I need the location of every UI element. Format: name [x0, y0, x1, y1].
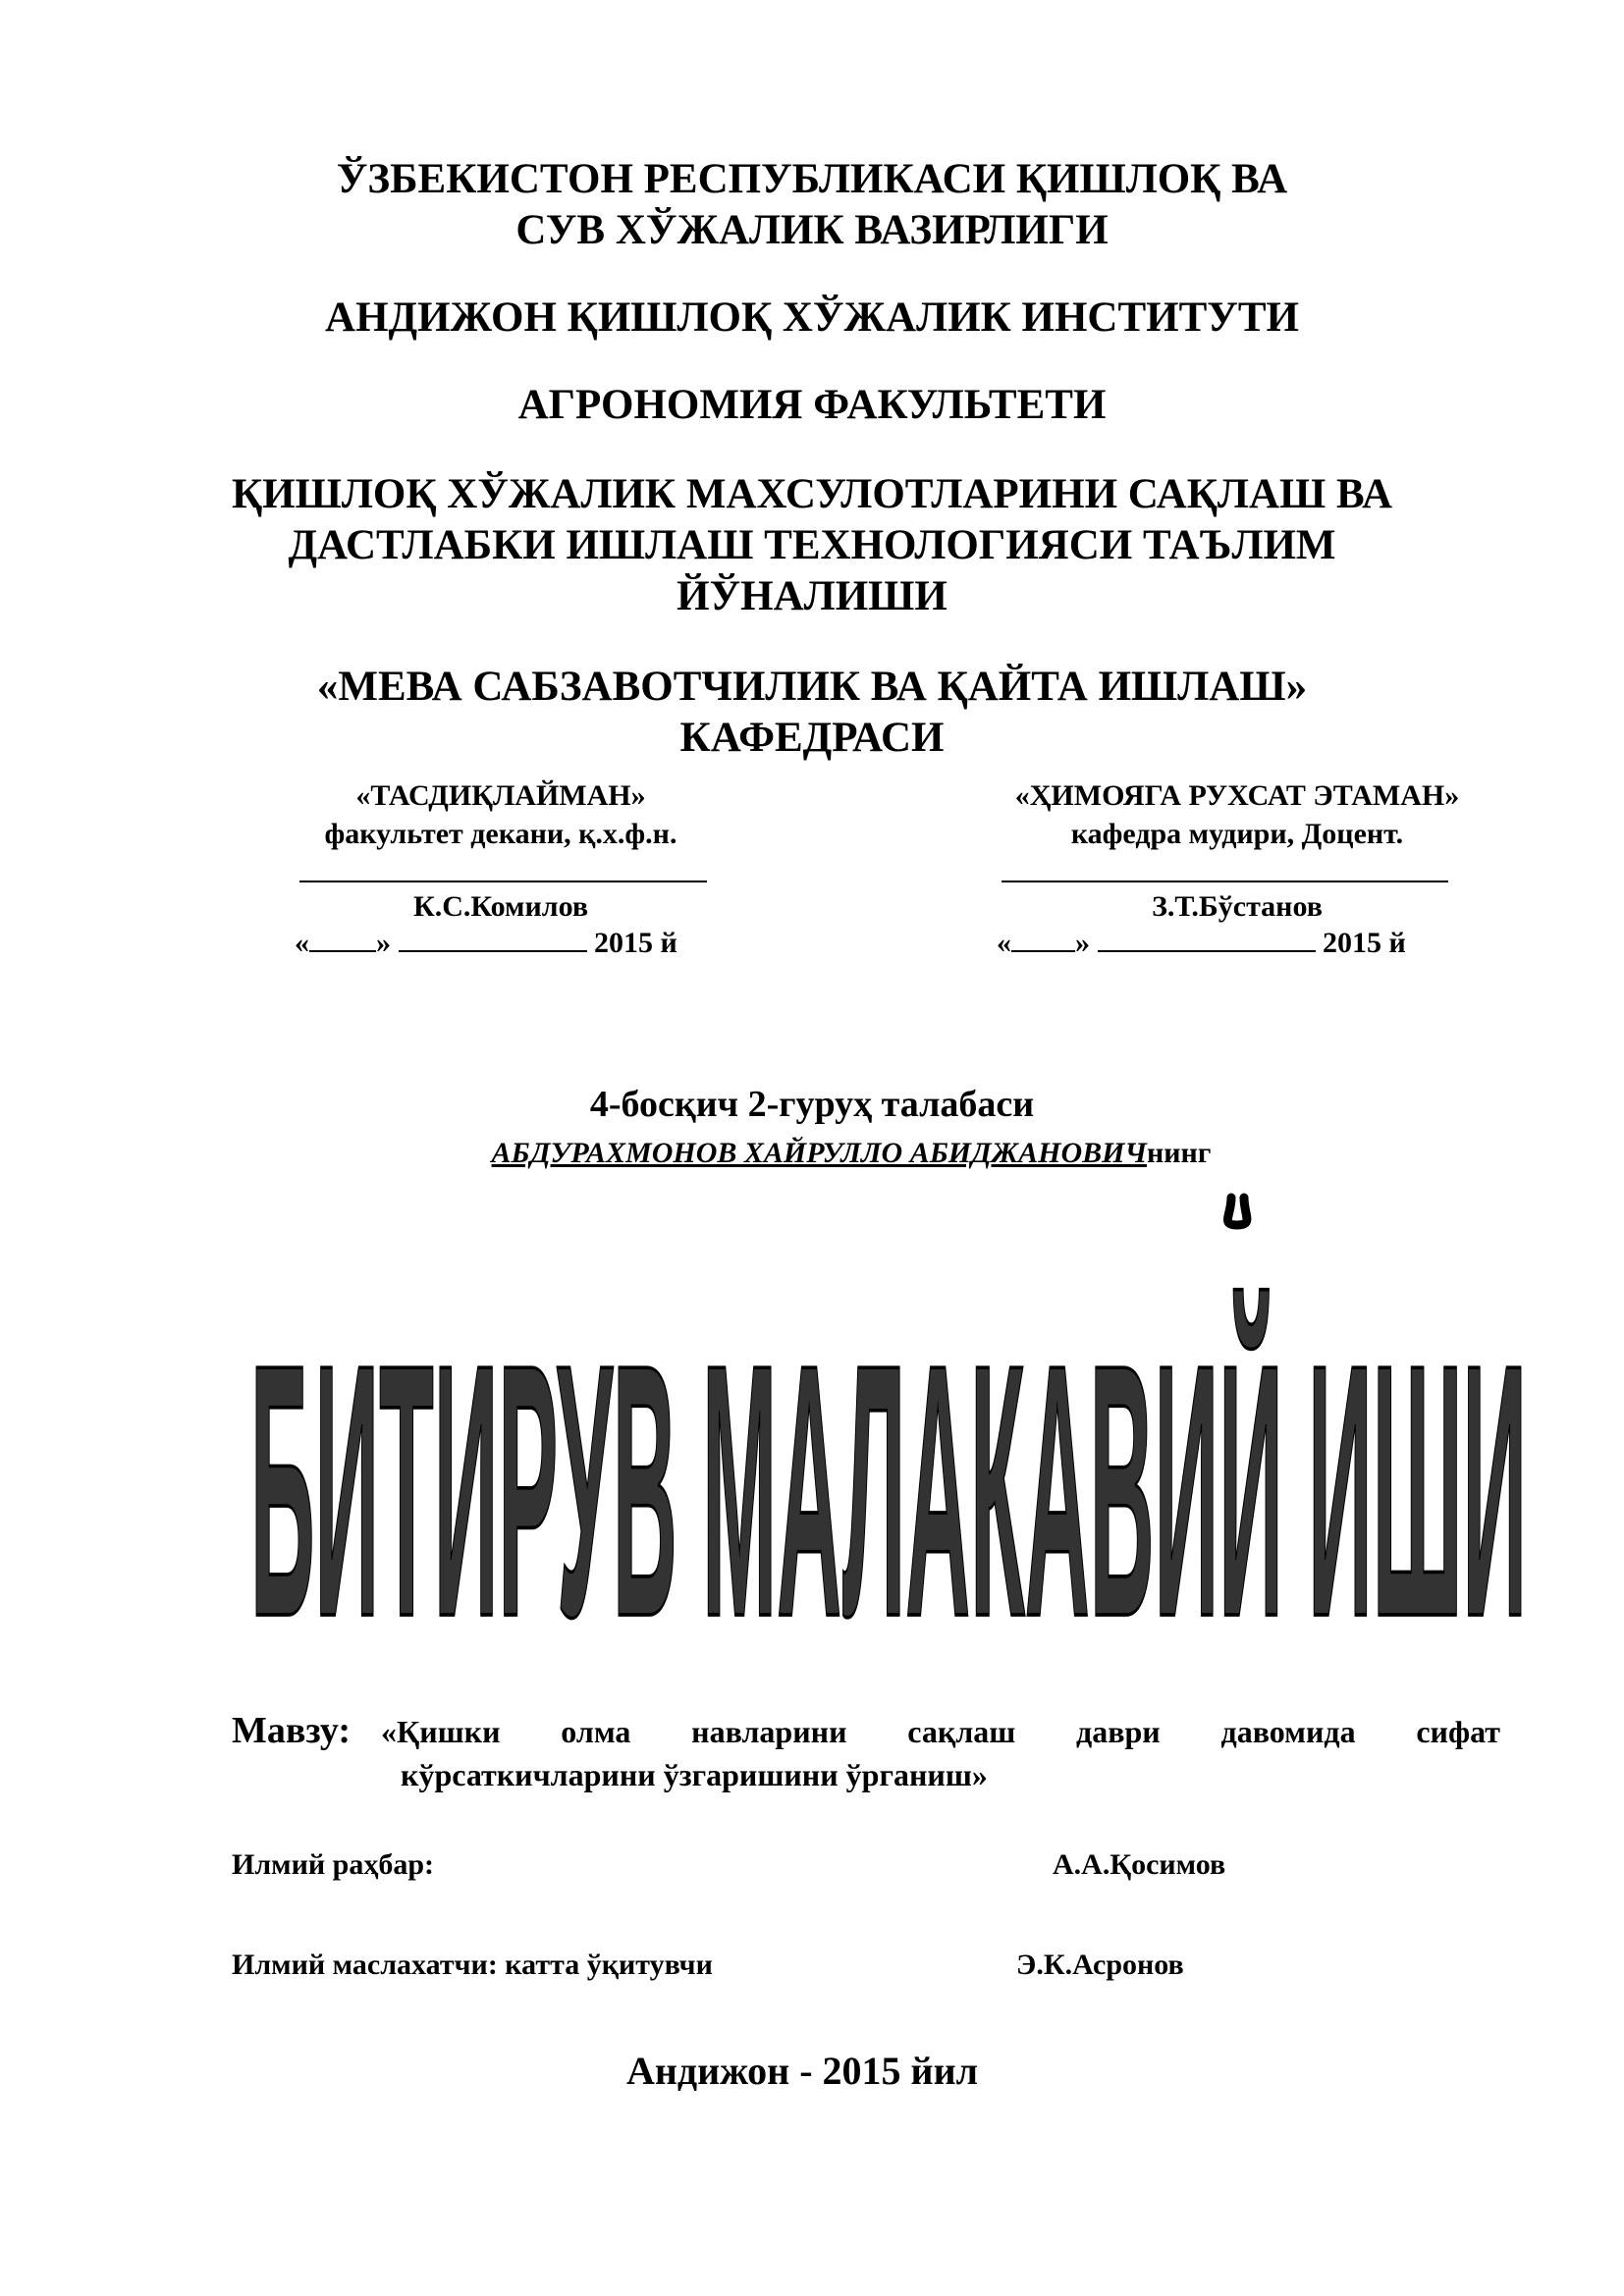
- approval-left-signature-line: [299, 881, 707, 882]
- approval-right-title: «ҲИМОЯГА РУХСАТ ЭТАМАН»: [1014, 779, 1460, 812]
- topic-text: [381, 1710, 1500, 1796]
- consultant-label: Илмий маслахатчи: катта ўқитувчи: [232, 1949, 713, 1981]
- short-i-breve-mark: [1227, 1198, 1246, 1225]
- approval-left-title: «ТАСДИҚЛАЙМАН»: [355, 779, 646, 812]
- institute-name: АНДИЖОН ҚИШЛОҚ ХЎЖАЛИК ИНСТИТУТИ: [325, 294, 1299, 341]
- approval-left-role: факультет декани, қ.х.ф.н.: [324, 818, 677, 850]
- approval-right-date-mid: »: [1075, 927, 1090, 959]
- supervisor-label: Илмий раҳбар:: [232, 1848, 435, 1881]
- approval-right-date: [997, 924, 1406, 963]
- approval-right-year: 2015 й: [1323, 927, 1406, 959]
- direction-line-2: ДАСТЛАБКИ ИШЛАШ ТЕХНОЛОГИЯСИ ТАЪЛИМ: [288, 522, 1336, 568]
- direction-line-1: ҚИШЛОҚ ХЎЖАЛИК МАХСУЛОТЛАРИНИ САҚЛАШ ВА: [232, 471, 1392, 517]
- student-name-suffix: нинг: [1146, 1137, 1212, 1169]
- approval-right-date-open: «: [997, 927, 1011, 959]
- topic-line-1: «Қишки олма навларини сақлаш даври давомида сифат: [381, 1714, 1500, 1749]
- approval-left-day-blank: [309, 925, 376, 952]
- approval-left-date-mid: »: [376, 927, 391, 959]
- topic-label: Мавзу:: [232, 1710, 352, 1751]
- topic-line-2: кўрсаткичларини ўзгаришини ўрганиш»: [401, 1757, 988, 1792]
- approval-left-date: [295, 924, 677, 963]
- approval-right-month-blank: [1098, 925, 1316, 952]
- student-line: 4-босқич 2-гуруҳ талабаси: [589, 1084, 1035, 1125]
- student-name-line: [39, 1134, 1624, 1173]
- footer-city-year: Андижон - 2015 йил: [625, 2049, 979, 2093]
- approval-right-name: З.Т.Бўстанов: [1152, 890, 1323, 923]
- approval-right-signature-line: [1001, 881, 1448, 882]
- department-line-1: «МЕВА САБЗАВОТЧИЛИК ВА ҚАЙТА ИШЛАШ»: [316, 664, 1308, 710]
- approval-right-role: кафедра мудири, Доцент.: [1070, 818, 1404, 850]
- approval-left-name: К.С.Комилов: [412, 890, 589, 923]
- approval-left-year: 2015 й: [594, 927, 677, 959]
- work-title-art: [221, 1168, 1556, 1659]
- ministry-line-1: ЎЗБЕКИСТОН РЕСПУБЛИКАСИ ҚИШЛОҚ ВА: [336, 156, 1288, 202]
- approval-left-date-open: «: [295, 927, 309, 959]
- direction-line-3: ЙЎНАЛИШИ: [677, 573, 947, 619]
- student-name: АБДУРАХМОНОВ ХАЙРУЛЛО АБИДЖАНОВИЧ: [491, 1137, 1147, 1169]
- approval-right-day-blank: [1011, 925, 1075, 952]
- approval-left-month-blank: [399, 925, 587, 952]
- consultant-name: Э.К.Асронов: [1016, 1949, 1184, 1981]
- supervisor-name: А.А.Қосимов: [1053, 1848, 1226, 1881]
- department-line-2: КАФЕДРАСИ: [679, 715, 945, 761]
- faculty-name: АГРОНОМИЯ ФАКУЛЬТЕТИ: [517, 382, 1107, 428]
- work-title: БИТИРУВ МАЛАКАВИЙ ИШИ: [249, 1290, 1528, 1659]
- ministry-line-2: СУВ ХЎЖАЛИК ВАЗИРЛИГИ: [515, 207, 1109, 253]
